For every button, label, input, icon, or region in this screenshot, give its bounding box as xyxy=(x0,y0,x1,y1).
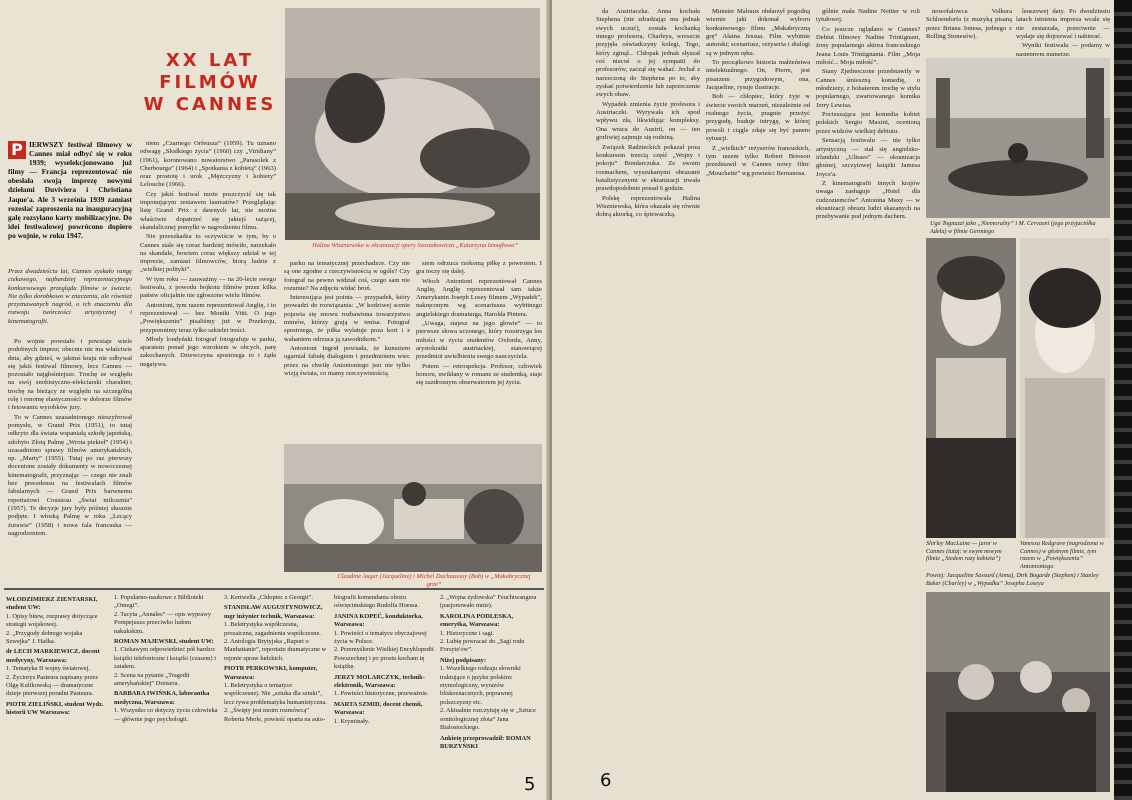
paragraph: parku na tematycznej przechadzce. Czy nie są one zgodne z rzeczywistością w ogóle? Czy fotograf na pewno widział coś, czego sam nie rozumie? Na zdjęciu widać broń. xyxy=(284,260,410,292)
left-col-1 xyxy=(8,338,132,584)
respondent-name: PIOTR PERKOWSKI, komputer, Warszawa: xyxy=(224,665,318,681)
title-line-1: XX LAT xyxy=(165,50,255,71)
respondent-name: Niżej podpisany: xyxy=(440,656,486,664)
right-col-4 xyxy=(926,8,1012,56)
photo-makabryczna-gra xyxy=(284,444,542,572)
paragraph: Minister Malraux obdarzył pogodną wiernie jaki dokonał wyboru konkursowego filmu „Makabryczną grę” Alaina Jessua. Film wybitnie autorski; scenariusz, reżyseria i dialogi są w jednym ręku. xyxy=(706,8,810,57)
photo-wypadek xyxy=(926,592,1110,792)
right-col-2 xyxy=(706,8,810,768)
respondent-name: ROMAN MAJEWSKI, student UW: xyxy=(114,638,214,646)
respondent-name: WŁODZIMIERZ ZIENTARSKI, student UW: xyxy=(6,596,98,612)
survey-answer: biografii komendanta obozu oświęcimskiego Rudolfa Hoessa. xyxy=(334,594,420,610)
survey-answer: 2. „Przygody dobrego wojaka Szwejka” J. Haška. xyxy=(6,629,83,646)
paragraph: Czy jakiś festiwal może poszczycić się tak imponującym zestawem laureatów? Przeglądając listę Grand Prix z dawnych lat, nie można właściwie dopatrzeć się jakiejś rażącej, skandalicznej pomyłki w nagrodzeniu filmu. xyxy=(140,190,276,231)
photo-shirley-maclaine xyxy=(926,238,1016,538)
paragraph: Sensacją festiwalu — nie tylko artystyczną — stał się angielsko-irlandzki „Ulisses” — ekranizacja głośnej, szczytowej książki Jamesa Joyce'a. xyxy=(816,137,920,178)
paragraph: Z kinematografii innych krajów uwaga zasługuje „Hotel dla cudzoziemców” Antonina Maxy — w ekranizacji obrazu ludzi skazanych na przebywanie pod jednym dachem. xyxy=(816,179,920,221)
right-col-3 xyxy=(816,8,920,793)
caption-vanessa: Vanessa Redgrave (nagrodzona w Cannes) w głośnym filmie, tym razem w „Powiększeniu” Antonioniego xyxy=(1020,540,1104,570)
caption-makabryczna-gra: Claudine Auger (Jacqueline) i Michel Duchaussoy (Bob) w „Makabrycznej grze” xyxy=(337,573,531,588)
photo-vanessa-image xyxy=(1020,238,1110,538)
intro-text: Przez dwadzieścia lat, Cannes zyskało rangę ciekawego, najbardziej reprezentacyjnego konkursowego przeglądu filmów w świecie. Nie tylko dorobkowo w znaczeniu, ale również przyznawanych nagród, o ich znaczeniu dla rozwoju twórczości artystycznej i kinematografii. xyxy=(8,268,132,325)
lead-paragraph xyxy=(8,140,132,240)
survey-col-4 xyxy=(334,594,434,726)
paragraph: Związek Radzieckich pokazał poza konkursem trzecią część „Wojny i pokoju” Bondarczuka. Ze swoim rozmachem, wyszukanymi obrazami batalistycznymi w ekranizacji trwała prawdopodobnie ponad 6 godzin. xyxy=(596,143,700,193)
paragraph: Nie przeszkadza to oczywiście w tym, by o Cannes stale się coraz bardziej mówiło, narzekało na skandale, bowiem coraz większy udział w tej imprezie, zamiast filmowców, biorą ludzie z „wielkiej polityki”. xyxy=(140,233,276,274)
survey-answer: 1. Tematyka II wojny światowej. xyxy=(6,665,90,673)
survey-answer: 2. Aktualnie rozczytuję się w „Sztuce ornitologicznej złota” Jana Bialostockiego. xyxy=(440,707,536,732)
survey-col-1 xyxy=(6,594,108,718)
survey-answer: 1. Wszelkiego rodzaju słowniki traktujące o języku polskim: etymologiczny, wyrazów bliskoznacznych, poprawnej polszczyzny etc. xyxy=(440,665,521,706)
dropcap: P xyxy=(8,141,26,159)
article-title xyxy=(138,50,282,116)
photo-wypadek-image xyxy=(926,592,1110,792)
paragraph: Włoch Antonioni reprezentował Cannes Anglię, Anglię reprezentował tam także Amerykanin Joseph Losey filmem „Wypadek”, nakręconym wg scenariusza wybitnego angielskiego dramaturga, Harolda Pintera. xyxy=(416,277,542,318)
page-number-right: 6 xyxy=(600,770,612,791)
respondent-name: MARTA SZMID, docent chemii, Warszawa: xyxy=(334,700,423,717)
paragraph: Stany Zjednoczone przedstawiły w Cannes śmieszną komedię, o młodzieży, z bohaterem trochę w stylu popularnego, zwariowanego komika Jerry Lewisa. xyxy=(816,68,920,109)
paragraph: To początkowo historia małżeństwa intelektualnego. On, Pierre, jest pisarzem przygodowym, ona, Jacqueline, rysuje ilustracje. xyxy=(706,59,810,92)
photo-vanessa-redgrave xyxy=(1020,238,1110,538)
left-page xyxy=(0,0,548,800)
paragraph: niem „Czarnego Orfeusza” (1959). Tu uznano odwagę „Słodkiego życia” (1960) czy „Viridiany” (1961), koronowano nowatorstwo „Parasolek z Cherbourga” (1964) i „Spotkania z kobietą” (1963) oraz prostotę i urok „Mężczyzny i kobiety” Lelouche (1966). xyxy=(140,140,276,189)
photo-katarzyna-image xyxy=(285,8,540,240)
paragraph: Interesująca jest pointa — przypadek, który prowadzi do rozwiązania: „W kodziwej scenie pojawia się znowu rozbawiona towarzystwo mimów, którzy grają w tenisa. Fotograf spostrzega, że piłka wylatuje poza kort i z wahaniem odrzuca ją zawodnikom.” xyxy=(284,294,410,343)
survey-answer: 2. Antologia Brytyjska „Raport o Manhattanie”, reportaże dramatyczne w rejonie spraw ludzkich. xyxy=(224,638,327,662)
paragraph: Bob — chłopiec, który żyje w świecie swoich marzeń, niezależnie od realnego życia, pragnie przeżyć przygodę, buduje intrygę, w której powoli i ciągle zdaje się być panem sytuacji. xyxy=(706,93,810,143)
respondent-name: KAROLINA PODLESKA, emerytka, Warszawa: xyxy=(440,612,514,629)
survey-col-2 xyxy=(114,594,218,724)
survey-answer: 3. Kertwella „Chłopiec z Georgii”. xyxy=(224,594,313,601)
right-page xyxy=(552,0,1114,800)
paragraph: Młody londyński fotograf fotografuje w parku, aparatem ponad jego wzrokiem w obcych, parę zakochanych. Dziewczyna spostrzega to i żąda negatywu. xyxy=(140,335,276,368)
survey-answer: 2. Scena na pytanie „Tragedii amerykańskiej” Dreisera. xyxy=(114,671,190,688)
survey-col-5 xyxy=(440,594,540,751)
survey-answer: 2. Tacyta „Annales” — opis wyprawy Pompejusza przeciwko ludom nakukskim. xyxy=(114,610,212,635)
paragraph: Potem — retrospekcja. Profesor, człowiek honoru, uwikłany w romans ze studentką, staje się zazdrosnym obserwatorem jej życia. xyxy=(416,362,542,387)
photo-makabryczna-gra-image xyxy=(284,444,542,572)
survey-answer: 1. Kryminały. xyxy=(334,717,370,725)
caption-niemoralny: Ugo Tognazzi jako „Niemoralny” i M. Cervasni (jego przyjaciółka Adela) w filmie Germiego xyxy=(930,220,1096,235)
survey-col-3 xyxy=(224,594,328,724)
survey-answer: 2. Lubię powracać do „Sagi rodu Forsyte'ów”. xyxy=(440,638,525,654)
photo-niemoralny-image xyxy=(926,58,1110,218)
paragraph: Z „wielkich” reżyserów francuskich, tym razem tylko Robert Bresson przedstawił w Cannes nowy film: „Mouchette” wg powieści Bernanosa. xyxy=(706,144,810,177)
left-col-2 xyxy=(140,140,276,586)
survey-answer: 2. Przemyślenie Wielkiej Encyklopedii Powszechnej i po prostu kocham tę książkę. xyxy=(334,646,434,671)
page-number-left: 5 xyxy=(524,774,536,795)
caption-wypadek: Powiej: Jacqueline Sassard (Anna), Dirk Bogarde (Stephen) i Stanley Baker (Charley) w „Wypadku” Josepha Loseya xyxy=(926,572,1099,587)
caption-shirley: Shirley MacLaine — juror w Cannes (tutaj: w swym nowym filmie „Siedem razy kobieta”) xyxy=(926,540,1002,563)
paragraph: Wyniki festiwalu — podamy w następnym numerze. xyxy=(1016,42,1110,56)
paragraph: W tym roku — zauważmy — na 20-lecie swego festiwalu, z powodu bojkotu filmów przez kilka państw oficjalnie nie zgłoszono wielu filmów. xyxy=(140,275,276,300)
paragraph: nowofalowca Volkera Schloendorfa (z muzyką pisaną przez Briana Jonesa, jednego z Rolling Stonesów). xyxy=(926,8,1012,41)
spiral-binding xyxy=(1114,0,1132,800)
paragraph: Po wojnie powstało i powstaje wiele podobnych imprez; obecnie nie ma właściwie dnia, aby gdzieś, w jakimś kraju nie odbywał się jakiś festiwal filmowy, lecz Cannes — pozostało najgłośniejsze. Trochę ze względu na swój snobistyczno-efekciarski charakter, trochę na bieżący ze względu na szczególną rolę i renomę elastyczności w doborze filmów i fetowaniu wyrobków jury. xyxy=(8,338,132,412)
paragraph: siem odrzuca rzekomą piłkę z powrotem. I gra toczy się dalej. xyxy=(416,260,542,276)
survey-answer: 1. Powieści historyczne, przeważnie. xyxy=(334,690,429,698)
paragraph: gólnie mała Nadine Nottier w roli tytułowej. xyxy=(816,8,920,24)
respondent-name: Ankietę przeprowadził: ROMAN BURZYŃSKI xyxy=(440,734,531,750)
paragraph: Co jeszcze oglądano w Cannes? Debiut filmowy Nadine Trintignant, żony popularnego aktora francuskiego Jeana Louis Trintignanta. Film „Moja miłość... Moja miłość”. xyxy=(816,25,920,67)
paragraph: leuszowej daty. Po dwudziestu latach istnienia impreza wcale się nie zestarzała, przeciwnie — wydaje się dojrzewać i nabierać. xyxy=(1016,8,1110,41)
paragraph: Antonioni Ingrid powiada, że kunsztem ogarniał fabułę dialogiem i przedmiotem wiec przez na chwilę Antonioniego jest nie tylko wizją świata, co mamy rzeczywistością. xyxy=(284,344,410,377)
left-col-3 xyxy=(284,260,410,440)
paragraph: Polskę reprezentowała Halina Wiszniewska, która okazała się równie dobrą aktorką, co śpiewaczką. xyxy=(596,194,700,219)
paragraph: Antonioni, tym razem reprezentował Anglię, i to reprezentował — bez Moniki Vitti. O jego „Powiększeniu” pisaliśmy już w Przekroju, przypomnimy teraz tylko szkielet treści. xyxy=(140,301,276,334)
photo-niemoralny xyxy=(926,58,1110,218)
survey-answer: 1. Historyczne i sagi. xyxy=(440,629,495,637)
paragraph: To w Cannes uzasadnionego nieszyfrował pomysłu, w Grand Prix (1951), to tutaj odkryto dla świata wspaniałą szkołę japońską, zdobyto Złotą Palmę „Wrota piekieł” (1954) i uzasadniono sprawy filmów amerykańskich, np. „Marty” (1955). Tutaj po raz pierwszy docenione zostały dokumenty w nowoczesnej kinematografii, przyznając — czego nie znali bez precedensu na festiwalach filmów fabularnych — Grand Prix barwnemu reportażowi Cousteau „Świat milczenia” (1957). Te decyzje jury były później słusznie podjęte. I włoską Palmę w roku „Lecący żurawie” (1958) i nowa fala francuska — nagrodzeniem. xyxy=(8,413,132,537)
left-col-4 xyxy=(416,260,542,440)
photo-shirley-image xyxy=(926,238,1016,538)
paragraph: Pocieszająca jest komedia kobiet polskich Sergio Maxini, ocenioną przez widzów wielkiej debiutu. xyxy=(816,111,920,135)
caption-katarzyna: Halina Wiszniewska w ekranizacji opery Szostakowicza „Katarzyna Izmajłowa” xyxy=(312,242,518,249)
right-col-1 xyxy=(596,8,700,768)
title-line-3: W CANNES xyxy=(143,94,277,115)
title-line-2: FILMÓW xyxy=(159,72,261,93)
survey-answer: 1. Powieści o tematyce obyczajowej życia w Polsce. xyxy=(334,629,427,646)
right-col-5 xyxy=(1016,8,1110,56)
respondent-name: PIOTR ZIELIŃSKI, student Wydz. historii UW Warszawa: xyxy=(6,700,104,717)
survey-answer: 1. Beletrystyka współczesna, prozaiczna, zagadnienia współczesne. xyxy=(224,621,321,637)
survey-answer: 2. „Święty jest moim rozmówcą” Roberta Merle, powieść oparta na auto- xyxy=(224,707,326,723)
reader-survey xyxy=(4,588,544,798)
photo-katarzyna xyxy=(285,8,540,240)
survey-answer: 1. Opisy bitew, rozprawy dotyczące strategii wojskowej. xyxy=(6,612,98,629)
respondent-name: dr LECH MARKIEWICZ, docent medycyny, Warszawa: xyxy=(6,648,100,664)
respondent-name: JERZY MOLARCZYK, technik-elektronik, Warszawa: xyxy=(334,673,425,690)
respondent-name: BARBARA IWIŃSKA, laborantka medyczna, Warszawa: xyxy=(114,690,210,706)
respondent-name: JANINA KOPEĆ, konduktorka, Warszawa: xyxy=(334,612,423,629)
survey-answer: 2. Życiorys Pasteura napisany przez Olgę Kulikowską — dramatyczne dzieje pierwszej poradni Pasteura. xyxy=(6,673,99,698)
intro-italic xyxy=(8,268,132,326)
survey-answer: 1. Wszystko co dotyczy życia człowieka — głównie jego psychologii. xyxy=(114,707,218,723)
survey-answer: 1. Beletrystyka o tematyce współczesnej. Nie „sztuka dla sztuki”, lecz rywa problematyka humanistyczna. xyxy=(224,682,327,706)
paragraph: da Austriaczka. Anna kochała Stephena (nie zdradzając mu jednak swych uczuć), została kochanką innego profesora, Charleya, wreszcie przyjęła oświadczyny kolegi, Tego, który zginął... Chłopak jednak słyszał coś niecoś o jej sympatii do profesorów, zaczął się wahać. Jechał z narzeczoną do Stephena po to, aby zyskać potwierdzenie lub zaprzeczenie swych obaw. xyxy=(596,8,700,99)
lead-text: IERWSZY festiwal filmowy w Cannes miał odbyć się w roku 1939; wyselekcjonowano już filmy — Francja reprezentować nie obesłała swoją imprezę nowymi dziełami Duviviera i Christiana Jaque'a. Ale 3 września 1939 zamiast rozesłać zaproszenia na inauguracyjną galę rozsyłano karty mobilizacyjne. Do idei festiwalowej powrócono dopiero po wojnie, w roku 1947. xyxy=(8,140,132,240)
survey-answer: 1. Ciekawym odpowiedzieć pół bardzo: książki telefoniczne i książki (czasem) i zatałem. xyxy=(114,646,217,671)
survey-answer: 2. „Wojna żydowska” Feuchtwangera (pasjonowało mnie). xyxy=(440,594,537,610)
paragraph: „Uwaga, stajesz na jego głowie” — to pierwsze słowa uczonego, który rozstrzyga los miłości w życiu studentów Oxfordu, Anny, arystokratki austriackiej, stanowiącej przedmiot uwielbienia swego nauczyciela. xyxy=(416,320,542,361)
paragraph: Wypadek zmienia życie profesora i Austriaczki. Wyrywała ich spod wpływu zła, likwidując kompleksy. Ona wraca do Austrii, on — ten gorliwiej zajmuje się rodziną. xyxy=(596,100,700,142)
survey-answer: 1. Popularno-naukowe z Biblioteki „Omegi”. xyxy=(114,594,204,610)
respondent-name: STANISŁAW AUGUSTYNOWICZ, mgr inżynier technik, Warszawa: xyxy=(224,604,323,620)
